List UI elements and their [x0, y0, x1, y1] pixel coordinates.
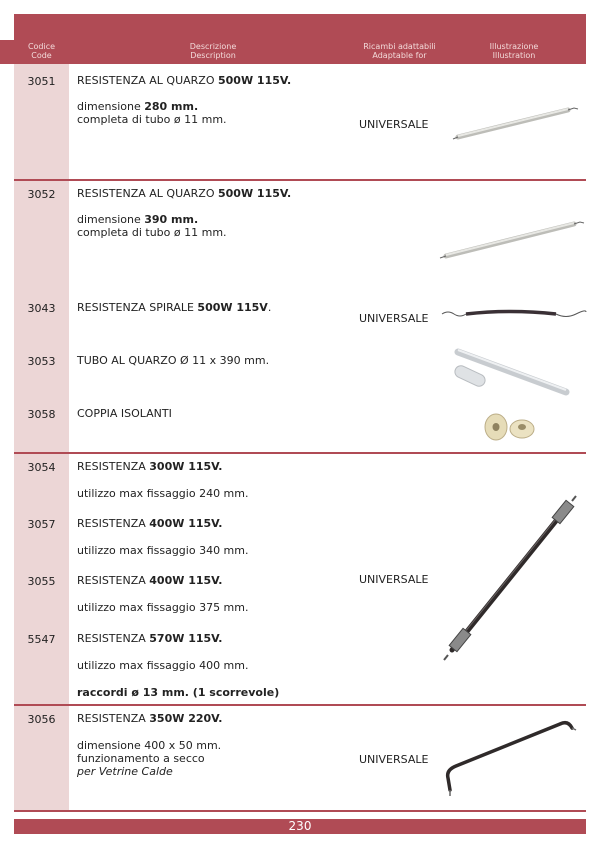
spiral-heater-image	[440, 306, 588, 322]
item-adaptable: UNIVERSALE	[359, 753, 429, 766]
item-title: COPPIA ISOLANTI	[77, 407, 172, 420]
item-code: 3058	[27, 408, 56, 421]
item-title: TUBO AL QUARZO Ø 11 x 390 mm.	[77, 354, 270, 367]
section-divider	[14, 810, 586, 812]
item-title: RESISTENZA 400W 115V.	[77, 517, 223, 530]
item-detail: completa di tubo ø 11 mm.	[77, 226, 227, 239]
item-code: 3051	[27, 75, 56, 88]
item-code: 3055	[27, 575, 56, 588]
item-detail: dimensione 390 mm.	[77, 213, 199, 226]
rod-heater-image	[438, 494, 584, 666]
item-code: 5547	[27, 633, 56, 646]
item-title: RESISTENZA 300W 115V.	[77, 460, 223, 473]
item-title: RESISTENZA SPIRALE 500W 115V.	[77, 301, 272, 314]
item-adaptable: UNIVERSALE	[359, 573, 429, 586]
item-code: 3057	[27, 518, 56, 531]
item-adaptable: UNIVERSALE	[359, 118, 429, 131]
item-title: RESISTENZA 400W 115V.	[77, 574, 223, 587]
item-code: 3053	[27, 355, 56, 368]
item-adaptable: UNIVERSALE	[359, 312, 429, 325]
item-title: RESISTENZA AL QUARZO 500W 115V.	[77, 187, 292, 200]
code-column-background	[14, 64, 69, 812]
bent-heater-image	[436, 714, 584, 798]
header-illustration: Illustrazione Illustration	[489, 42, 539, 60]
insulator-pair-image	[476, 405, 542, 445]
item-code: 3052	[27, 188, 56, 201]
item-detail: utilizzo max fissaggio 400 mm.	[77, 659, 249, 672]
quartz-tube-image	[448, 344, 572, 400]
item-title: RESISTENZA AL QUARZO 500W 115V.	[77, 74, 292, 87]
section-divider	[14, 179, 586, 181]
item-title: RESISTENZA 350W 220V.	[77, 712, 223, 725]
quartz-heater-image	[436, 216, 586, 264]
section-divider	[14, 452, 586, 454]
item-code: 3054	[27, 461, 56, 474]
fittings-note: raccordi ø 13 mm. (1 scorrevole)	[77, 686, 280, 699]
quartz-heater-image	[450, 100, 580, 145]
item-detail: per Vetrine Calde	[77, 765, 173, 778]
item-detail: dimensione 280 mm.	[77, 100, 199, 113]
header-tab	[0, 40, 14, 64]
page-number: 230	[288, 819, 312, 833]
item-detail: funzionamento a secco	[77, 752, 205, 765]
item-detail: dimensione 400 x 50 mm.	[77, 739, 222, 752]
header-adaptable: Ricambi adattabili Adaptable for	[363, 42, 436, 60]
item-detail: utilizzo max fissaggio 340 mm.	[77, 544, 249, 557]
item-detail: utilizzo max fissaggio 375 mm.	[77, 601, 249, 614]
item-detail: completa di tubo ø 11 mm.	[77, 113, 227, 126]
item-title: RESISTENZA 570W 115V.	[77, 632, 223, 645]
section-divider	[14, 704, 586, 706]
header-code: Codice Code	[27, 42, 56, 60]
header-description: Descrizione Description	[189, 42, 237, 60]
item-detail: utilizzo max fissaggio 240 mm.	[77, 487, 249, 500]
item-code: 3056	[27, 713, 56, 726]
item-code: 3043	[27, 302, 56, 315]
